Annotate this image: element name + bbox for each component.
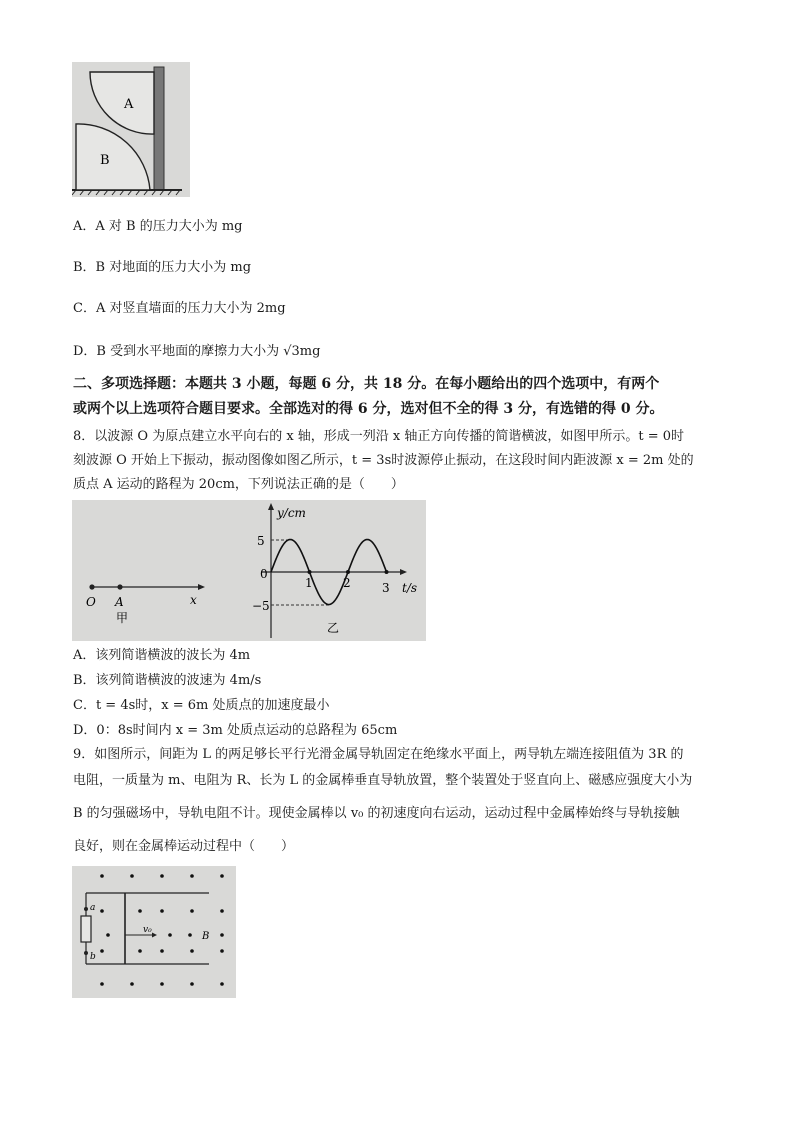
zero-crossing-point (385, 570, 389, 574)
jia-x-label: x (190, 593, 197, 607)
terminal-a: a (90, 903, 96, 913)
y-tick-pos: 5 (257, 534, 265, 548)
q8-option-b: B．该列简谐横波的波速为 4m/s (73, 673, 262, 688)
q9-stem-2: 电阻，一质量为 m、电阻为 R、长为 L 的金属棒垂直导轨放置，整个装置处于竖直向上、磁感应强度大小为 (73, 773, 693, 788)
t-tick-3: 3 (382, 581, 390, 595)
yi-caption: 乙 (327, 621, 340, 635)
wedge-figure (72, 62, 190, 197)
magnetic-field-dots (100, 874, 224, 986)
field-label: B (202, 931, 210, 942)
source-o-dot (89, 584, 94, 589)
q9-stem-3: B 的匀强磁场中，导轨电阻不计。现使金属棒以 v₀ 的初速度向右运动，运动过程中金属棒始终与导轨接触 (73, 806, 680, 821)
vibration-chart (252, 503, 417, 638)
q8-stem-2: 刻波源 O 开始上下振动，振动图像如图乙所示，t = 3s时波源停止振动，在这段时间内距波源 x = 2m 处的 (73, 453, 694, 468)
point-a-dot (117, 584, 122, 589)
q9-stem-4: 良好，则在金属棒运动过程中（ ） (73, 839, 295, 854)
origin-label: 0 (260, 567, 268, 581)
velocity-label: v₀ (143, 925, 152, 935)
q8-option-c: C．t = 4s时，x = 6m 处质点的加速度最小 (73, 698, 330, 713)
label-a: A (124, 97, 134, 112)
jia-a-label: A (115, 595, 124, 609)
label-b: B (100, 153, 110, 168)
q8-stem-3: 质点 A 运动的路程为 20cm，下列说法正确的是（ ） (73, 477, 404, 492)
t-axis-label: t/s (402, 581, 418, 595)
jia-caption: 甲 (116, 611, 129, 625)
t-tick-2: 2 (343, 576, 351, 590)
rail-figure (72, 866, 236, 998)
section-heading-line1: 二、多项选择题：本题共 3 小题，每题 6 分，共 18 分。在每小题给出的四个选项中，有两个 (73, 376, 660, 392)
terminal-b: b (90, 952, 96, 962)
t-tick-1: 1 (305, 576, 313, 590)
y-tick-neg: −5 (252, 599, 270, 613)
y-axis-label: y/cm (277, 506, 306, 520)
jia-o-label: O (86, 595, 96, 609)
resistor (81, 916, 91, 942)
q8-stem-1: 8．以波源 O 为原点建立水平向右的 x 轴，形成一列沿 x 轴正方向传播的简谐横波，如图甲所示。t = 0时 (73, 429, 685, 444)
q7-option-d: D．B 受到水平地面的摩擦力大小为 √3mg (73, 344, 321, 359)
q8-option-a: A．该列简谐横波的波长为 4m (73, 648, 251, 663)
zero-crossing-point (308, 570, 312, 574)
q7-option-a: A．A 对 B 的压力大小为 mg (73, 219, 243, 234)
q7-option-c: C．A 对竖直墙面的压力大小为 2mg (73, 301, 286, 316)
wave-figure (72, 500, 426, 641)
q9-stem-1: 9．如图所示，间距为 L 的两足够长平行光滑金属导轨固定在绝缘水平面上，两导轨左端连接阻值为 3R 的 (73, 747, 684, 762)
q8-option-d: D．0：8s时间内 x = 3m 处质点运动的总路程为 65cm (73, 723, 398, 738)
q7-option-b: B．B 对地面的压力大小为 mg (73, 260, 252, 275)
section-heading-line2: 或两个以上选项符合题目要求。全部选对的得 6 分，选对但不全的得 3 分，有选错的得 0 分。 (73, 401, 664, 417)
zero-crossing-point (346, 570, 350, 574)
